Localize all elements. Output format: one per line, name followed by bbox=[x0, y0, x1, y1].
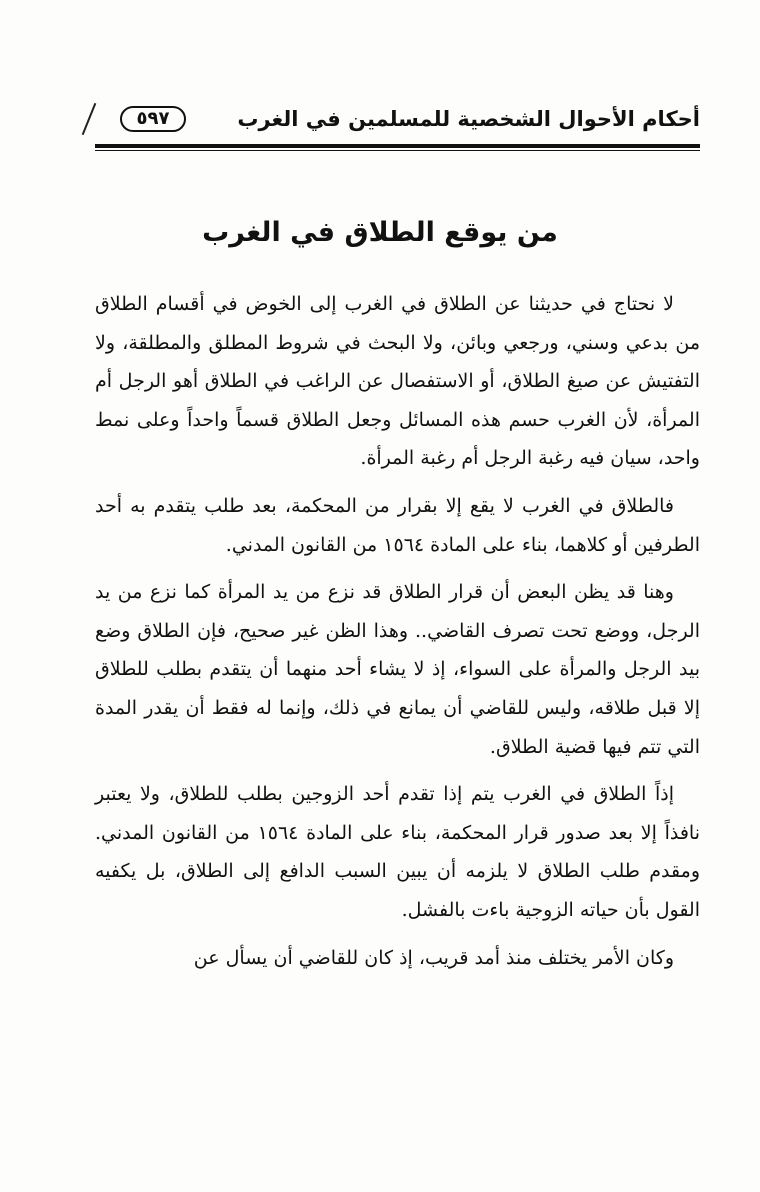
slash-mark bbox=[82, 103, 97, 135]
paragraph-2: فالطلاق في الغرب لا يقع إلا بقرار من المحكمة، بعد طلب يتقدم به أحد الطرفين أو كلاهما، بناء على المادة ١٥٦٤ من القانون المدني. bbox=[95, 494, 700, 556]
header-rule-thick bbox=[95, 144, 700, 148]
book-title: أحكام الأحوال الشخصية للمسلمين في الغرب bbox=[237, 107, 700, 131]
paragraph-3: وهنا قد يظن البعض أن قرار الطلاق قد نزع من يد المرأة كما نزع من يد الرجل، ووضع تحت تصرف القاضي.. وهذا الظن غير صحيح، فإن الطلاق وضع بيد الرجل والمرأة على السواء، إذ لا يشاء أحد منهما أن يتقدم بطلب للطلاق إلا قبل طلاقه، وليس للقاضي أن يمانع في ذلك، وإنما له فقط أن يقدر المدة التي تتم فيها قضية الطلاق. bbox=[95, 581, 700, 758]
page-number-badge bbox=[120, 106, 186, 132]
body-text bbox=[95, 285, 700, 986]
running-header bbox=[88, 100, 700, 140]
paragraph-1: لا نحتاج في حديثنا عن الطلاق في الغرب إلى الخوض في أقسام الطلاق من بدعي وسني، ورجعي وبائن، ولا البحث في شروط المطلق والمطلقة، ولا التفتيش عن صيغ الطلاق، أو الاستفصال عن الراغب في الطلاق أهو الرجل أم المرأة، لأن الغرب حسم هذه المسائل وجعل الطلاق قسماً واحداً وعلى نمط واحد، سيان فيه رغبة الرجل أم رغبة المرأة. bbox=[95, 293, 700, 470]
paragraph-5: وكان الأمر يختلف منذ أمد قريب، إذ كان للقاضي أن يسأل عن bbox=[193, 946, 674, 969]
page-number: ٥٩٧ bbox=[136, 108, 170, 129]
section-heading: من يوقع الطلاق في الغرب bbox=[202, 217, 558, 249]
header-rule-thin bbox=[95, 150, 700, 151]
paragraph-4: إذاً الطلاق في الغرب يتم إذا تقدم أحد الزوجين بطلب للطلاق، ولا يعتبر نافذاً إلا بعد صدور قرار المحكمة، بناء على المادة ١٥٦٤ من القانون المدني. ومقدم طلب الطلاق لا يلزمه أن يبين السبب الدافع إلى الطلاق، بل يكفيه القول بأن حياته الزوجية باءت بالفشل. bbox=[95, 783, 700, 921]
